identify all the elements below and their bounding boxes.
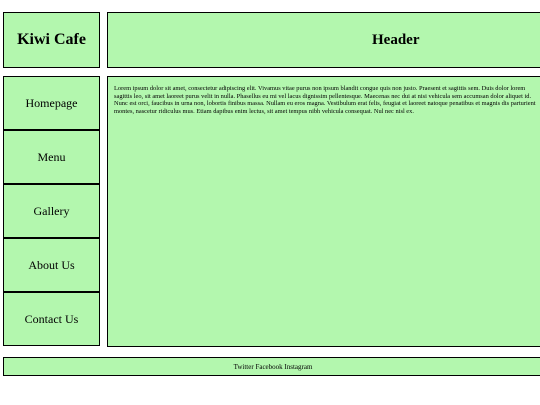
footer-link-facebook[interactable]: Facebook xyxy=(255,362,283,371)
brand-box xyxy=(3,12,100,68)
nav-item-contact-us[interactable] xyxy=(3,292,100,346)
footer-links xyxy=(234,363,313,371)
nav-item-about-us[interactable] xyxy=(3,238,100,292)
footer-box xyxy=(3,357,540,376)
footer-link-instagram[interactable]: Instagram xyxy=(284,362,313,371)
nav-item-label: Contact Us xyxy=(24,311,79,326)
nav-item-label: Gallery xyxy=(33,203,70,218)
nav-item-label: Menu xyxy=(37,149,66,164)
nav-item-homepage[interactable] xyxy=(3,76,100,130)
footer-link-twitter[interactable]: Twitter xyxy=(233,362,254,371)
content-paragraph: Lorem ipsum dolor sit amet, consectetur adipiscing elit. Vivamus vitae purus non ipsum blandit congue quis non justo. Praesent et sagittis sem. Duis dolor lorem sagittis leo, sit amet laoreet purus velit in nulla. Phasellus eu mi vel lacus dignissim pellentesque. Maecenas nec dui at nisi vehicula sem accumsan dolor aliquet id. Nunc est orci, faucibus in urna non, lobortis finibus massa. Nullam eu eros magna. Vestibulum erat felis, feugiat et laoreet natoque penatibus et magnis dis parturient montes, nascetur ridiculus mus. Etiam dapibus enim lectus, sit amet tempus nibh vehicula consequat. Nul nec nisl ex. xyxy=(114,85,536,115)
nav-item-menu[interactable] xyxy=(3,130,100,184)
header-title: Header xyxy=(372,31,420,48)
sidebar-nav xyxy=(3,76,100,346)
brand-title: Kiwi Cafe xyxy=(17,31,86,48)
main-content xyxy=(107,76,540,347)
nav-item-gallery[interactable] xyxy=(3,184,100,238)
nav-item-label: About Us xyxy=(28,257,75,272)
header-box xyxy=(107,12,540,68)
nav-item-label: Homepage xyxy=(25,95,78,110)
